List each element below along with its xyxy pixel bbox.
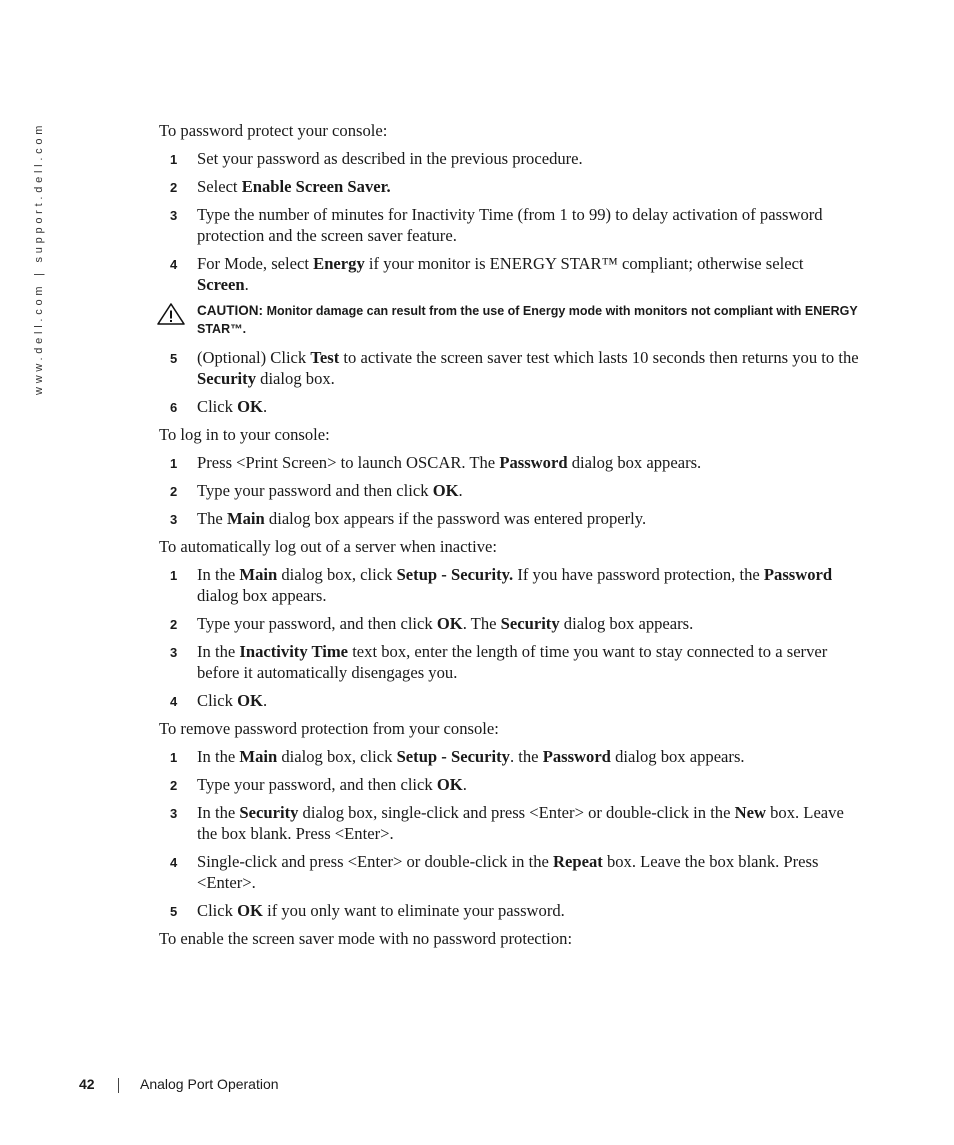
step-item (159, 204, 859, 246)
step-ui-term: Password (542, 747, 611, 766)
step-text: dialog box appears. (559, 614, 694, 633)
step-text: In the (197, 642, 240, 661)
step-item (159, 396, 859, 417)
step-list (159, 347, 859, 417)
step-text: The (197, 509, 227, 528)
warning-triangle-icon (156, 302, 186, 326)
step-number: 1 (170, 750, 178, 765)
step-text: if your monitor is ENERGY STAR™ compliant; otherwise select (364, 254, 804, 273)
step-text: In the (197, 803, 240, 822)
step-ui-term: Repeat (553, 852, 603, 871)
side-url-text: www.dell.com | support.dell.com (33, 121, 45, 395)
step-text: For Mode, select (197, 254, 314, 273)
step-text: dialog box. (256, 369, 335, 388)
step-ui-term: New (734, 803, 766, 822)
step-number: 4 (170, 257, 178, 272)
footer-separator (118, 1078, 119, 1093)
step-item (159, 900, 859, 921)
page-number: 42 (79, 1076, 95, 1092)
step-item (159, 148, 859, 169)
section-intro: To enable the screen saver mode with no password protection: (159, 929, 573, 948)
step-number: 1 (170, 152, 178, 167)
step-item (159, 564, 859, 606)
step-number: 2 (170, 484, 178, 499)
step-ui-term: Password (763, 565, 833, 584)
step-text: dialog box appears. (567, 453, 702, 472)
step-number: 3 (170, 645, 178, 660)
step-number: 2 (170, 180, 178, 195)
step-text: Press <Print Screen> to launch OSCAR. The (197, 453, 500, 472)
step-ui-term: Main (226, 509, 265, 528)
step-item (159, 613, 859, 634)
step-text: box. Leave the box blank. Press <Enter>. (197, 852, 819, 892)
step-text: if you only want to eliminate your password. (262, 901, 565, 920)
step-text: box. Leave the box blank. Press <Enter>. (197, 803, 844, 843)
step-ui-term: Password (499, 453, 568, 472)
section-intro: To automatically log out of a server when inactive: (159, 537, 497, 556)
step-text: . (262, 691, 268, 710)
step-list (159, 452, 859, 529)
side-url (33, 121, 49, 395)
step-text: . (244, 275, 249, 294)
step-ui-term: Setup - Security (396, 747, 510, 766)
step-number: 5 (170, 904, 178, 919)
step-ui-term: Security (500, 614, 560, 633)
step-ui-term: OK (237, 901, 263, 920)
caution-notice (159, 302, 859, 338)
step-list (159, 746, 859, 921)
step-ui-term: Security (197, 369, 256, 388)
step-text: text box, enter the length of time you want to stay connected to a server before it automatically disengages you. (197, 642, 828, 682)
step-text: dialog box, click (277, 565, 397, 584)
step-text: . (262, 397, 268, 416)
step-item (159, 641, 859, 683)
caution-label: CAUTION: (197, 303, 263, 318)
step-ui-term: Inactivity Time (239, 642, 349, 661)
step-item (159, 452, 859, 473)
step-text: . (462, 775, 467, 794)
step-number: 5 (170, 351, 178, 366)
step-item (159, 508, 859, 529)
step-ui-term: Energy (313, 254, 365, 273)
step-text: . the (509, 747, 543, 766)
step-text: Click (197, 691, 238, 710)
step-text: Single-click and press <Enter> or double-click in the (197, 852, 554, 871)
step-ui-term: Screen (197, 275, 245, 294)
caution-text: Monitor damage can result from the use of Energy mode with monitors not compliant with ENERGY STAR™. (197, 304, 858, 336)
section-intro: To log in to your console: (159, 425, 330, 444)
step-ui-term: Main (239, 565, 278, 584)
step-number: 4 (170, 855, 178, 870)
step-text: Type your password, and then click (197, 614, 437, 633)
step-ui-term: Setup - Security. (396, 565, 514, 584)
step-text: Type your password and then click (197, 481, 433, 500)
step-item (159, 176, 859, 197)
step-text: Click (197, 397, 238, 416)
step-item (159, 746, 859, 767)
step-text: In the (197, 747, 240, 766)
step-text: Type your password, and then click (197, 775, 437, 794)
step-item (159, 690, 859, 711)
footer-section-title: Analog Port Operation (140, 1076, 279, 1092)
step-text: If you have password protection, the (513, 565, 764, 584)
step-text: dialog box, single-click and press <Enter> or double-click in the (298, 803, 735, 822)
step-item (159, 802, 859, 844)
step-text: dialog box, click (277, 747, 397, 766)
step-item (159, 253, 859, 295)
step-text: In the (197, 565, 240, 584)
step-text: Click (197, 901, 238, 920)
step-text: (Optional) Click (197, 348, 311, 367)
step-item (159, 347, 859, 389)
step-ui-term: Main (239, 747, 278, 766)
step-number: 1 (170, 568, 178, 583)
step-item (159, 480, 859, 501)
step-text: Select (197, 177, 242, 196)
step-number: 1 (170, 456, 178, 471)
step-text: dialog box appears. (197, 586, 327, 605)
page-content (159, 120, 859, 956)
step-text: . The (462, 614, 501, 633)
step-item (159, 774, 859, 795)
step-number: 2 (170, 778, 178, 793)
step-item (159, 851, 859, 893)
step-number: 3 (170, 208, 178, 223)
step-ui-term: OK (237, 691, 263, 710)
step-text: Set your password as described in the previous procedure. (197, 149, 583, 168)
step-ui-term: OK (436, 614, 463, 633)
step-list (159, 564, 859, 711)
step-ui-term: Test (310, 348, 340, 367)
section-intro: To password protect your console: (159, 121, 388, 140)
step-text: dialog box appears. (610, 747, 745, 766)
step-text: dialog box appears if the password was entered properly. (264, 509, 647, 528)
step-ui-term: OK (237, 397, 263, 416)
step-ui-term: Enable Screen Saver. (241, 177, 391, 196)
step-text: to activate the screen saver test which lasts 10 seconds then returns you to the (339, 348, 859, 367)
section-intro: To remove password protection from your console: (159, 719, 499, 738)
step-number: 3 (170, 806, 178, 821)
step-list (159, 148, 859, 295)
step-number: 3 (170, 512, 178, 527)
step-ui-term: OK (432, 481, 459, 500)
step-number: 2 (170, 617, 178, 632)
step-ui-term: Security (239, 803, 299, 822)
step-text: Type the number of minutes for Inactivity Time (from 1 to 99) to delay activation of password protection and the screen saver feature. (197, 205, 823, 245)
step-number: 4 (170, 694, 178, 709)
step-text: . (458, 481, 463, 500)
step-ui-term: OK (436, 775, 463, 794)
step-number: 6 (170, 400, 178, 415)
